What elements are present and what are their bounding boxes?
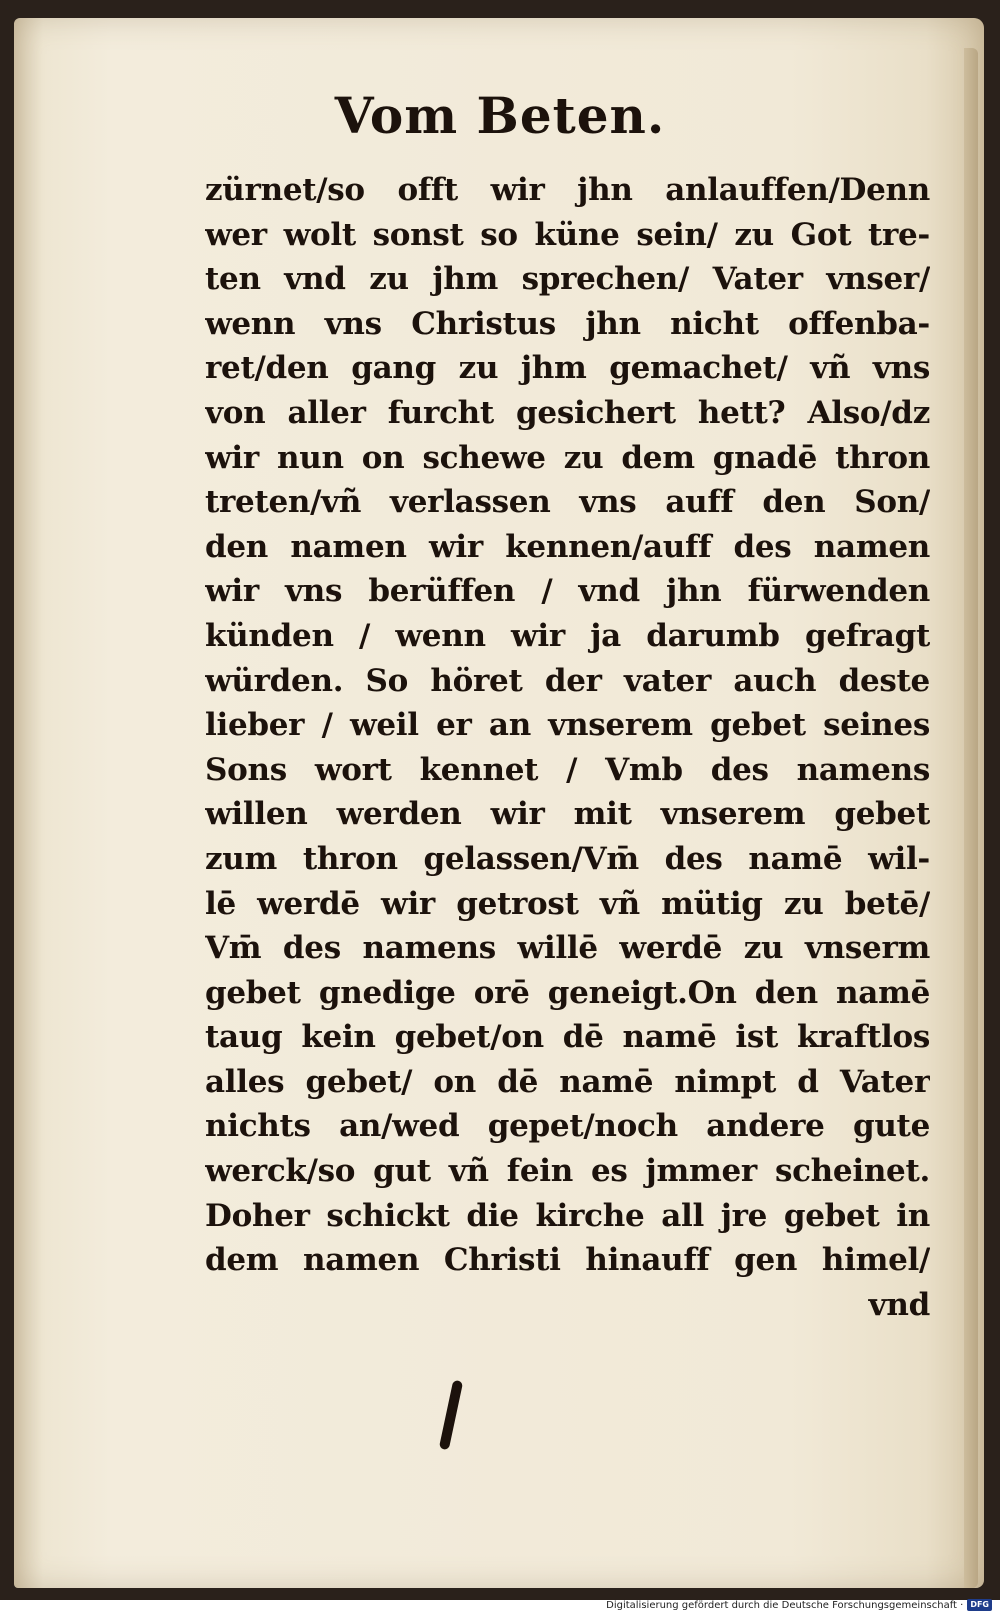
text-line-5: ret/den gang zu jhm gemachet/ vñ vns xyxy=(205,350,930,387)
text-line-24: Doher schickt die kirche all jre gebet in xyxy=(205,1197,930,1234)
text-line-4: wenn vns Christus jhn nicht offenba- xyxy=(205,305,930,342)
dfg-logo: DFG xyxy=(967,1599,992,1611)
text-line-21: alles gebet/ on dē namē nimpt d Vater xyxy=(205,1063,930,1100)
text-line-13: lieber / weil er an vnserem gebet seines xyxy=(205,707,930,744)
text-line-22: nichts an/wed gepet/noch andere gute xyxy=(205,1108,930,1145)
footer-text: Digitalisierung gefördert durch die Deutsche Forschungsgemeinschaft · xyxy=(606,1599,964,1611)
text-line-6: von aller furcht gesichert hett? Also/dz xyxy=(205,394,930,431)
text-line-2: wer wolt sonst so küne sein/ zu Got tre- xyxy=(205,216,930,253)
text-line-3: ten vnd zu jhm sprechen/ Vater vnser/ xyxy=(205,261,930,298)
text-line-20: taug kein gebet/on dē namē ist kraftlos xyxy=(205,1019,930,1056)
text-line-7: wir nun on schewe zu dem gnadē thron xyxy=(205,439,930,476)
page-edge xyxy=(964,48,978,1588)
text-line-23: werck/so gut vñ fein es jmmer scheinet. xyxy=(205,1153,930,1190)
body-text xyxy=(205,168,930,1327)
text-line-17: lē werdē wir getrost vñ mütig zu betē/ xyxy=(205,885,930,922)
page-header: Vom Beten. xyxy=(334,86,666,145)
text-line-18: Vm̄ des namens willē werdē zu vnserm xyxy=(205,930,930,967)
catchword: vnd xyxy=(868,1286,930,1323)
text-line-1: zürnet/so offt wir jhn anlauffen/Denn xyxy=(205,172,930,208)
text-line-14: Sons wort kennet / Vmb des namens xyxy=(205,751,930,788)
text-line-11: künden / wenn wir ja darumb gefragt xyxy=(205,617,930,654)
text-line-19: gebet gnedige orē geneigt.On den namē xyxy=(205,974,930,1011)
text-line-12: würden. So höret der vater auch deste xyxy=(205,662,930,699)
digitization-footer xyxy=(606,1598,992,1612)
text-line-9: den namen wir kennen/auff des namen xyxy=(205,528,930,565)
text-line-16: zum thron gelassen/Vm̄ des namē wil- xyxy=(205,840,930,877)
text-line-10: wir vns berüffen / vnd jhn fürwenden xyxy=(205,573,930,610)
text-line-25: dem namen Christi hinauff gen himel/ xyxy=(205,1242,930,1279)
text-line-8: treten/vñ verlassen vns auff den Son/ xyxy=(205,484,930,521)
text-line-15: willen werden wir mit vnserem gebet xyxy=(205,796,930,833)
